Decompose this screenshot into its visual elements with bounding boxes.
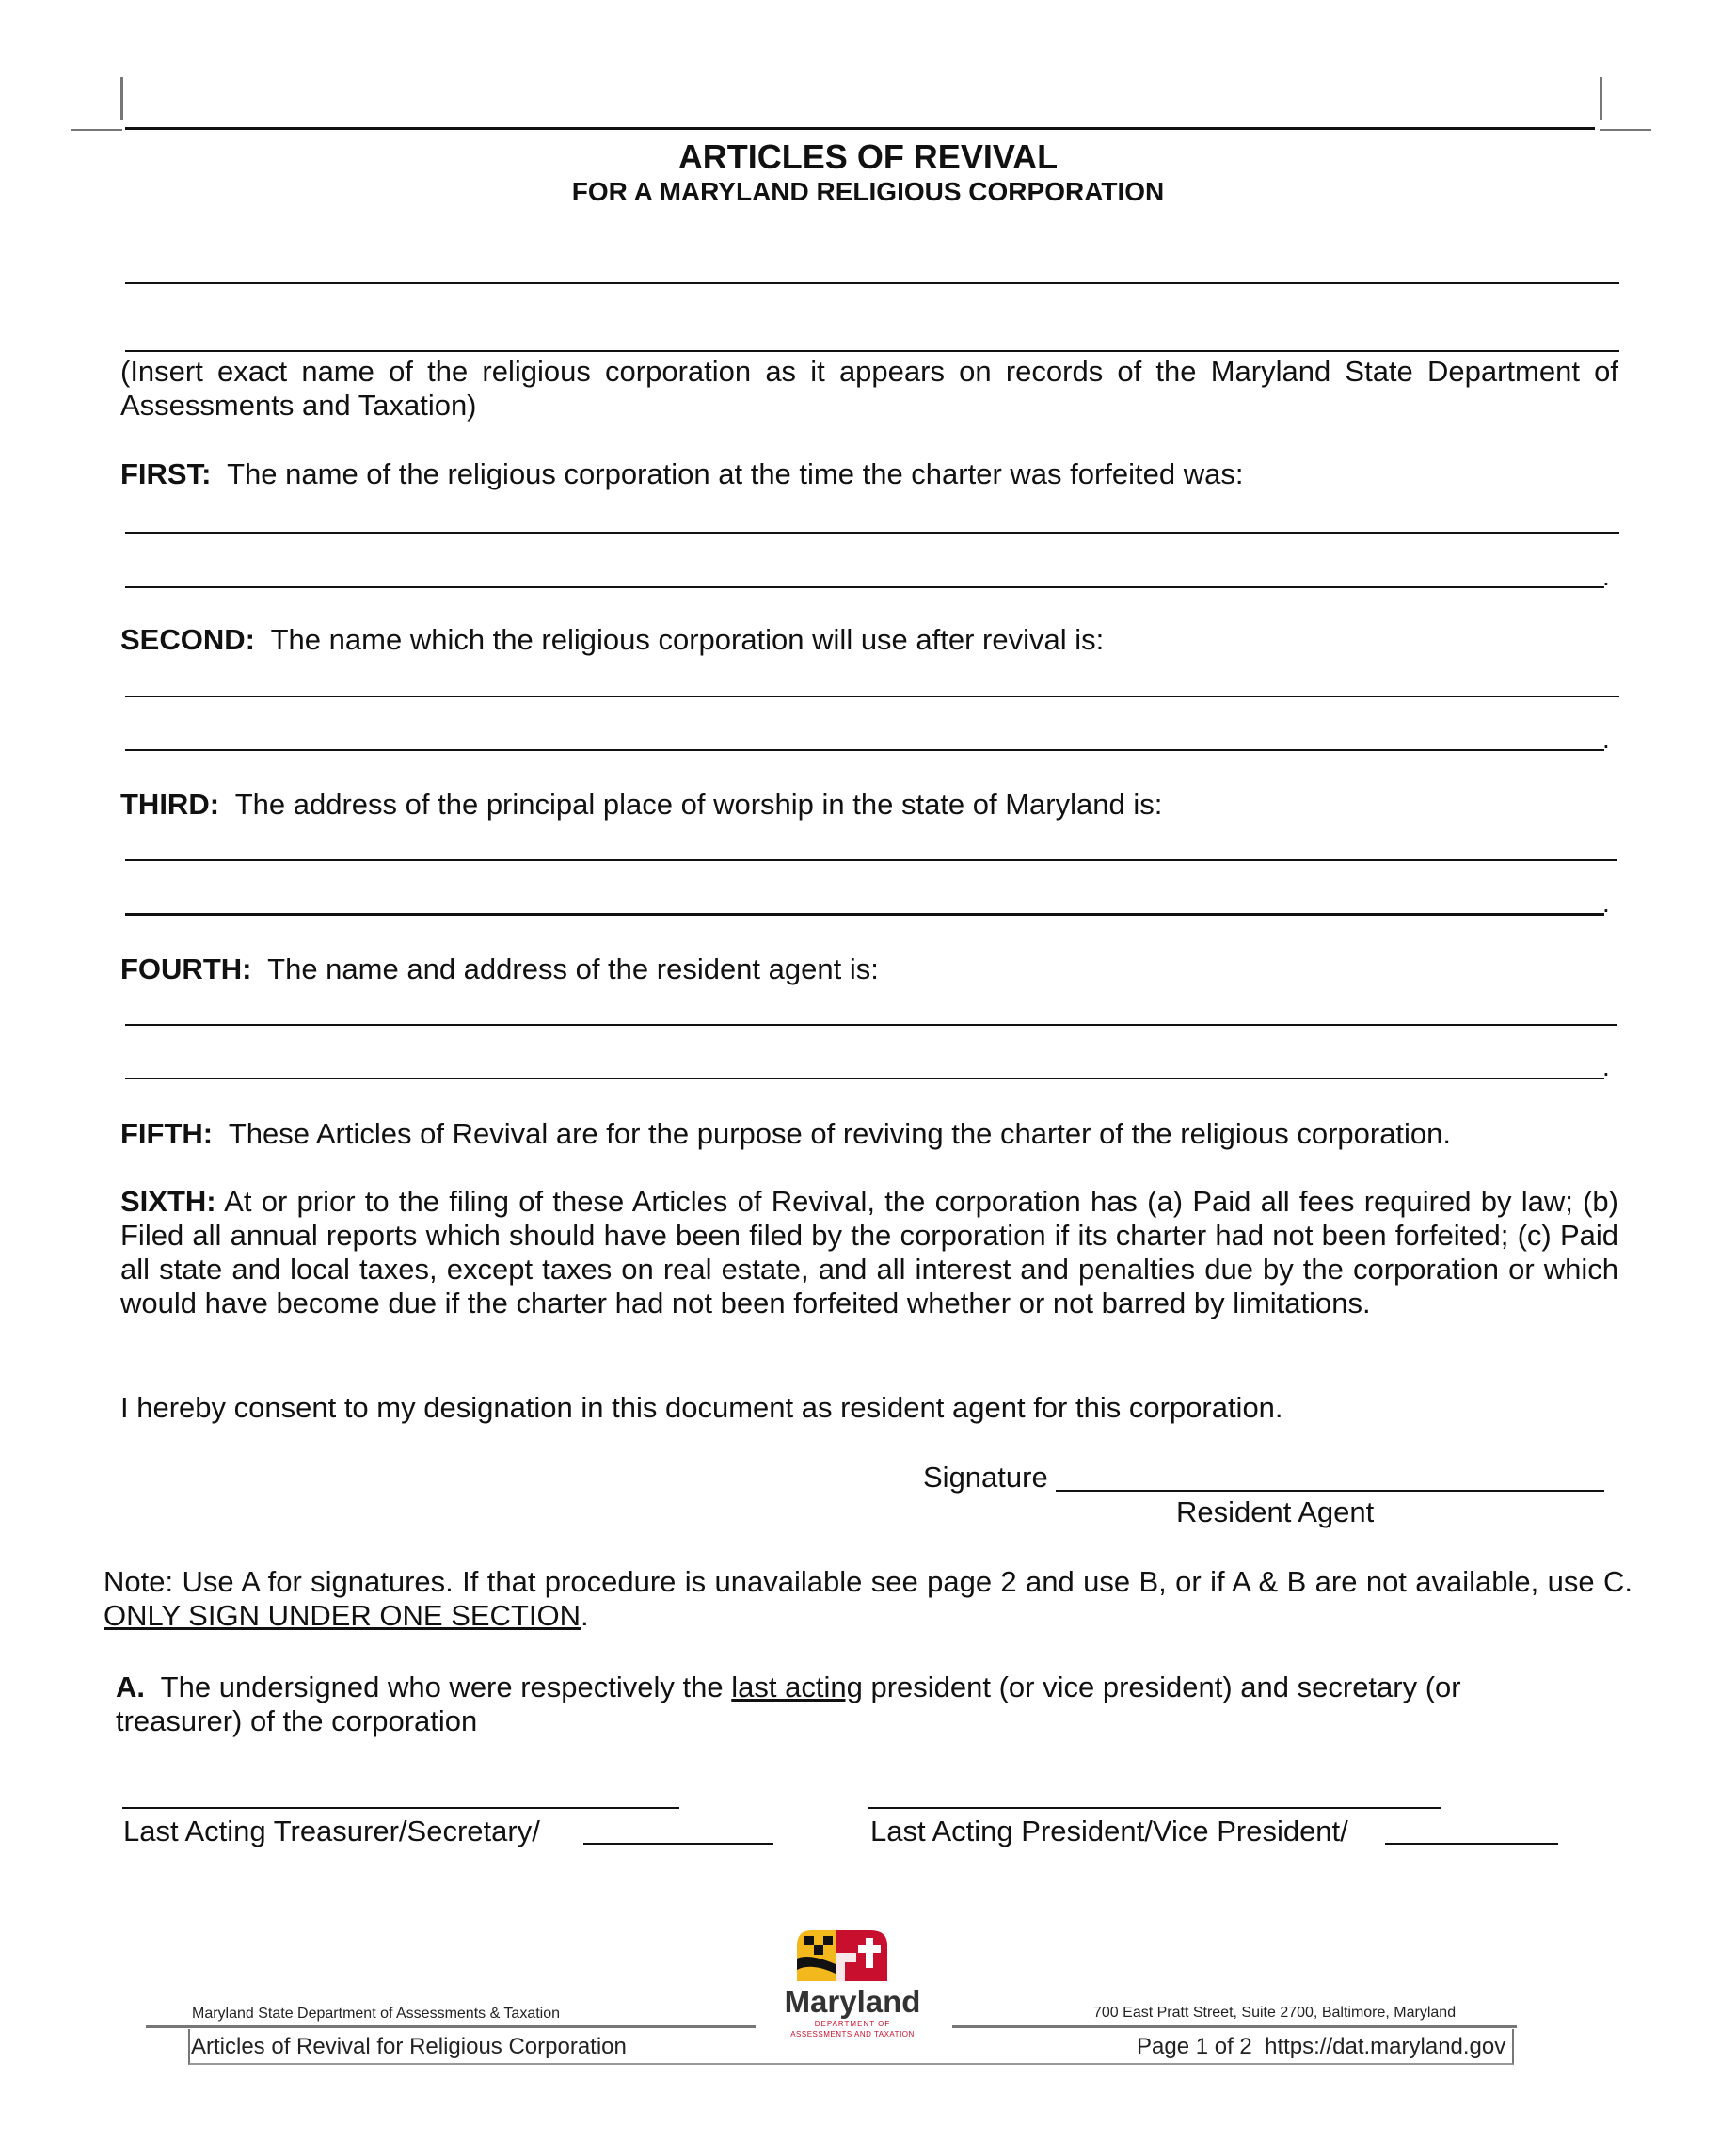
header-top-rule [125, 127, 1595, 130]
section-a-text-2: president (or vice president) and secretary (or treasurer) of the corporation [116, 1671, 1461, 1737]
treasurer-signature-line[interactable] [122, 1807, 679, 1809]
fifth-text: These Articles of Revival are for the purpose of reviving the charter of the religious corporation. [228, 1117, 1452, 1150]
footer-rule-right [952, 2025, 1517, 2028]
document-title: ARTICLES OF REVIVAL [677, 137, 1059, 176]
logo-wordmark: Maryland [784, 1984, 921, 2019]
signature-note [104, 1565, 1632, 1633]
note-emphasis: ONLY SIGN UNDER ONE SECTION [104, 1599, 581, 1632]
second-label: SECOND: [120, 623, 255, 656]
footer-rule-left [146, 2025, 756, 2028]
second-field-line-2[interactable] [125, 749, 1604, 751]
section-fifth [120, 1117, 1451, 1151]
fourth-field-line-1[interactable] [125, 1024, 1617, 1026]
signature-line[interactable] [1056, 1490, 1604, 1492]
third-field-line-1[interactable] [125, 859, 1617, 861]
crop-mark-top-left [120, 77, 123, 120]
crop-mark-top-left-h [71, 129, 122, 131]
sixth-label: SIXTH: [120, 1185, 216, 1218]
signature-role: Resident Agent [1176, 1495, 1375, 1528]
corporation-name-line-2[interactable] [125, 350, 1619, 352]
footer-address: 700 East Pratt Street, Suite 2700, Baltimore, Maryland [1093, 2005, 1457, 2021]
third-field-line-2[interactable] [125, 913, 1604, 916]
second-period: . [1602, 725, 1610, 754]
signature-label: Signature [923, 1461, 1048, 1494]
crop-mark-top-right [1600, 77, 1602, 120]
fourth-text: The name and address of the resident agent is: [267, 952, 879, 985]
footer-page-number: Page 1 of 2 [1137, 2034, 1252, 2059]
maryland-flag-icon [753, 1925, 952, 1992]
section-a-text-1: The undersigned who were respectively the [160, 1671, 724, 1703]
logo-subtitle-1: DEPARTMENT OF [814, 2020, 891, 2028]
first-field-line-1[interactable] [125, 532, 1619, 534]
section-a-underlined: last acting [731, 1671, 863, 1703]
section-second [120, 623, 1104, 657]
crop-mark-top-right-h [1600, 129, 1651, 131]
section-a [116, 1671, 1584, 1738]
fourth-label: FOURTH: [120, 952, 252, 985]
fourth-field-line-2[interactable] [125, 1078, 1604, 1079]
section-first [120, 457, 1244, 491]
footer-form-name: Articles of Revival for Religious Corporation [191, 2034, 627, 2059]
footer-department: Maryland State Department of Assessments & Taxation [192, 2006, 561, 2022]
treasurer-label: Last Acting Treasurer/Secretary/ [123, 1815, 540, 1847]
note-end: . [581, 1599, 589, 1632]
first-label: FIRST: [120, 457, 212, 490]
first-period: . [1602, 562, 1610, 591]
third-label: THIRD: [120, 788, 220, 821]
section-sixth [120, 1185, 1618, 1320]
treasurer-date-line[interactable] [583, 1843, 773, 1845]
name-instruction: (Insert exact name of the religious corporation as it appears on records of the Maryland State Department of Assessments and Taxation) [120, 355, 1618, 422]
president-date-line[interactable] [1385, 1843, 1558, 1845]
first-text: The name of the religious corporation at the time the charter was forfeited was: [227, 457, 1244, 490]
section-third [120, 788, 1162, 822]
footer-page [1137, 2034, 1505, 2060]
fifth-label: FIFTH: [120, 1117, 214, 1150]
third-period: . [1602, 888, 1610, 918]
second-text: The name which the religious corporation will use after revival is: [270, 623, 1105, 656]
consent-statement: I hereby consent to my designation in this document as resident agent for this corporation. [120, 1391, 1283, 1424]
sixth-text: At or prior to the filing of these Articles of Revival, the corporation has (a) Paid all fees required by law; (b) Filed all annual reports which should have been filed by the corporation if its charter had not been forfeited; (c) Paid all state and local taxes, except taxes on real estate, and all interest and penalties due by the corporation or which would have become due if the charter had not been forfeited whether or not barred by limitations. [120, 1185, 1618, 1319]
section-fourth [120, 952, 879, 986]
first-field-line-2[interactable] [125, 586, 1604, 588]
fourth-period: . [1602, 1052, 1610, 1081]
corporation-name-line-1[interactable] [125, 282, 1619, 284]
document-subtitle: FOR A MARYLAND RELIGIOUS CORPORATION [571, 177, 1165, 206]
president-label: Last Acting President/Vice President/ [870, 1815, 1348, 1847]
section-a-label: A. [116, 1671, 145, 1703]
president-signature-line[interactable] [868, 1807, 1441, 1809]
note-text: Note: Use A for signatures. If that procedure is unavailable see page 2 and use B, or if A & B are not available, use C. [104, 1565, 1632, 1598]
footer-url[interactable]: https://dat.maryland.gov [1265, 2034, 1506, 2059]
second-field-line-1[interactable] [125, 696, 1619, 697]
logo-subtitle-2: ASSESSMENTS AND TAXATION [790, 2030, 915, 2039]
third-text: The address of the principal place of worship in the state of Maryland is: [234, 788, 1163, 821]
